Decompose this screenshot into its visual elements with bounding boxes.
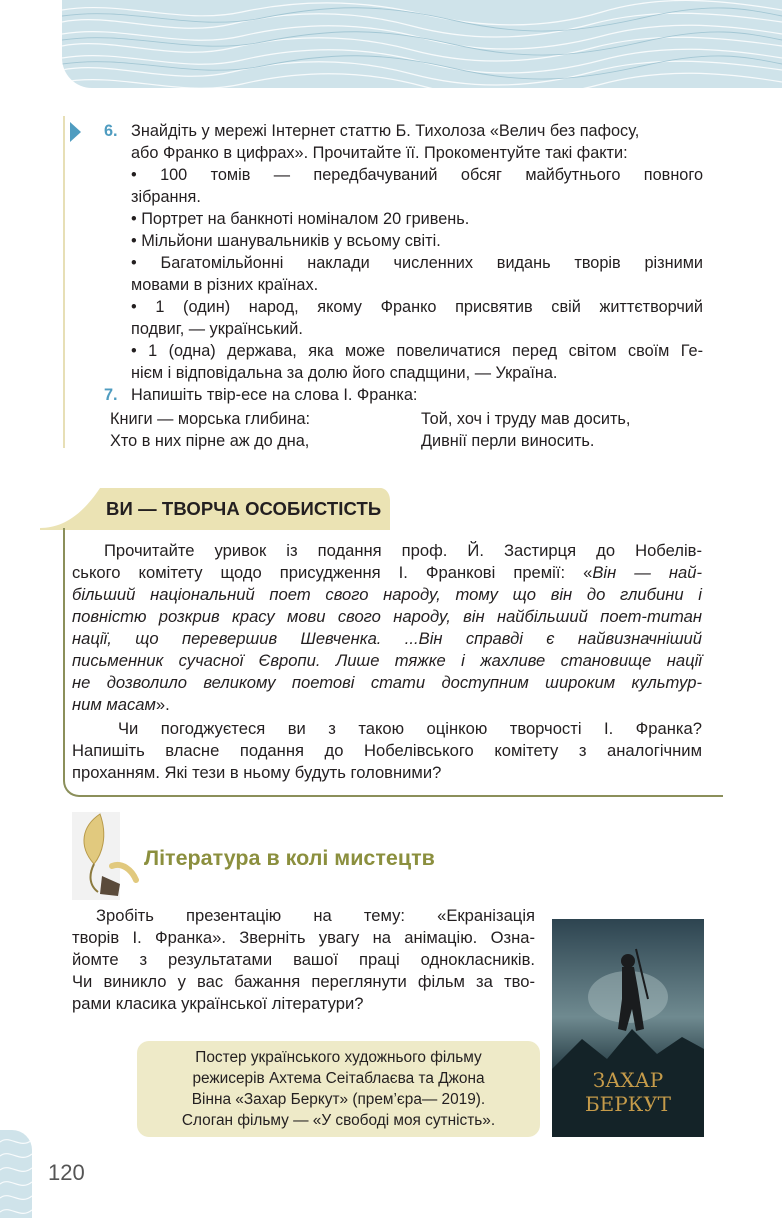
paragraph-line: Прочитайте уривок із подання проф. Й. Застирця до Нобелів- [104,541,702,560]
paragraph-line: Чи виникло у вас бажання переглянути фільм за тво- [72,972,535,991]
poem-line: Той, хоч і труду мав досить, [421,410,631,428]
bottom-wave-decoration [0,1130,32,1218]
paragraph-line: Чи погоджуєтеся ви з такою оцінкою творчості І. Франка? [118,719,702,738]
quote-line: письменник сучасної Європи. Лише тяжке і жахливе становище нації [72,651,702,670]
quote-line: більший національний поет свого народу, тому що він до глибини і [72,585,702,604]
task-6-line: Знайдіть у мережі Інтернет статтю Б. Тихолоза «Велич без пафосу, [131,122,640,140]
quote-line: ним масам». [72,695,170,714]
literature-heading: Література в колі мистецтв [144,846,435,870]
poem-line: Хто в них пірне аж до дна, [110,432,310,450]
task-6-bullet: • Портрет на банкноті номіналом 20 гривень. [131,210,470,228]
task-6-bullet: • 100 томів — передбачуваний обсяг майбутнього повного [131,166,703,184]
quote-line: не дозволило великому поетові стати доступним широким культур- [72,673,702,692]
quill-inkwell-icon [72,806,144,900]
triangle-marker-icon [70,122,81,142]
quote-line: нації, що перевершив Шевченка. ...Він справді є найвизначніший [72,629,702,648]
paragraph-line: проханням. Які тези в ньому будуть головними? [72,763,442,782]
section-title: ВИ — ТВОРЧА ОСОБИСТІСТЬ [106,498,382,519]
task-7-text: Напишіть твір-есе на слова І. Франка: [131,386,418,404]
wave-pattern [62,0,782,88]
task-6-line: мовами в різних країнах. [131,276,319,294]
poem-line: Дивнії перли виносить. [421,432,595,450]
task-6-line: зібрання. [131,188,201,206]
paragraph-line: рами класика української літератури? [72,994,364,1013]
paragraph-line: Зробіть презентацію на тему: «Екранізація [96,906,535,925]
task-side-bar [63,116,65,448]
task-6-line: або Франко в цифрах». Прочитайте її. Прокоментуйте такі факти: [131,144,628,162]
task-6-bullet: • 1 (одна) держава, яка може повеличатися перед світом своїм Ге- [131,342,703,360]
paragraph-line: творів І. Франка». Зверніть увагу на анімацію. Озна- [72,928,535,947]
task-6-bullet: • Багатомільйонні наклади численних видань творів різними [131,254,703,272]
paragraph-line: Напишіть власне подання до Нобелівського комітету з аналогічним [72,741,702,760]
task-6-bullet: • 1 (один) народ, якому Франко присвятив свій життєтворчий [131,298,703,316]
poster-title: БЕРКУТ [584,1092,672,1116]
task-6-bullet: • Мільйони шанувальників у всьому світі. [131,232,441,250]
paragraph-line: йомте з результатами вашої праці однокласників. [72,950,535,969]
task-6-number: 6. [104,122,118,140]
film-poster-image [552,919,704,1137]
poster-title: ЗАХАР [592,1068,664,1092]
top-wave-banner [62,0,782,88]
caption-line: Слоган фільму — «У свободі моя сутність». [181,1112,496,1129]
task-6-line: нієм і відповідальна за долю його спадщини, — Україна. [131,364,558,382]
task-7-number: 7. [104,386,118,404]
poem-line: Книги — морська глибина: [110,410,311,428]
quote-line: повністю розкрив красу мови свого народу, він найбільший поет-титан [72,607,702,626]
caption-line: режисерів Ахтема Сеітаблаєва та Джона [192,1070,485,1087]
task-6-line: подвиг, — український. [131,320,303,338]
caption-line: Постер українського художнього фільму [195,1049,482,1066]
paragraph-line: ського комітету щодо присудження І. Франкові премії: «Він — най- [72,563,702,582]
page-number: 120 [48,1160,85,1185]
caption-line: Вінна «Захар Беркут» (прем’єра— 2019). [191,1091,486,1108]
